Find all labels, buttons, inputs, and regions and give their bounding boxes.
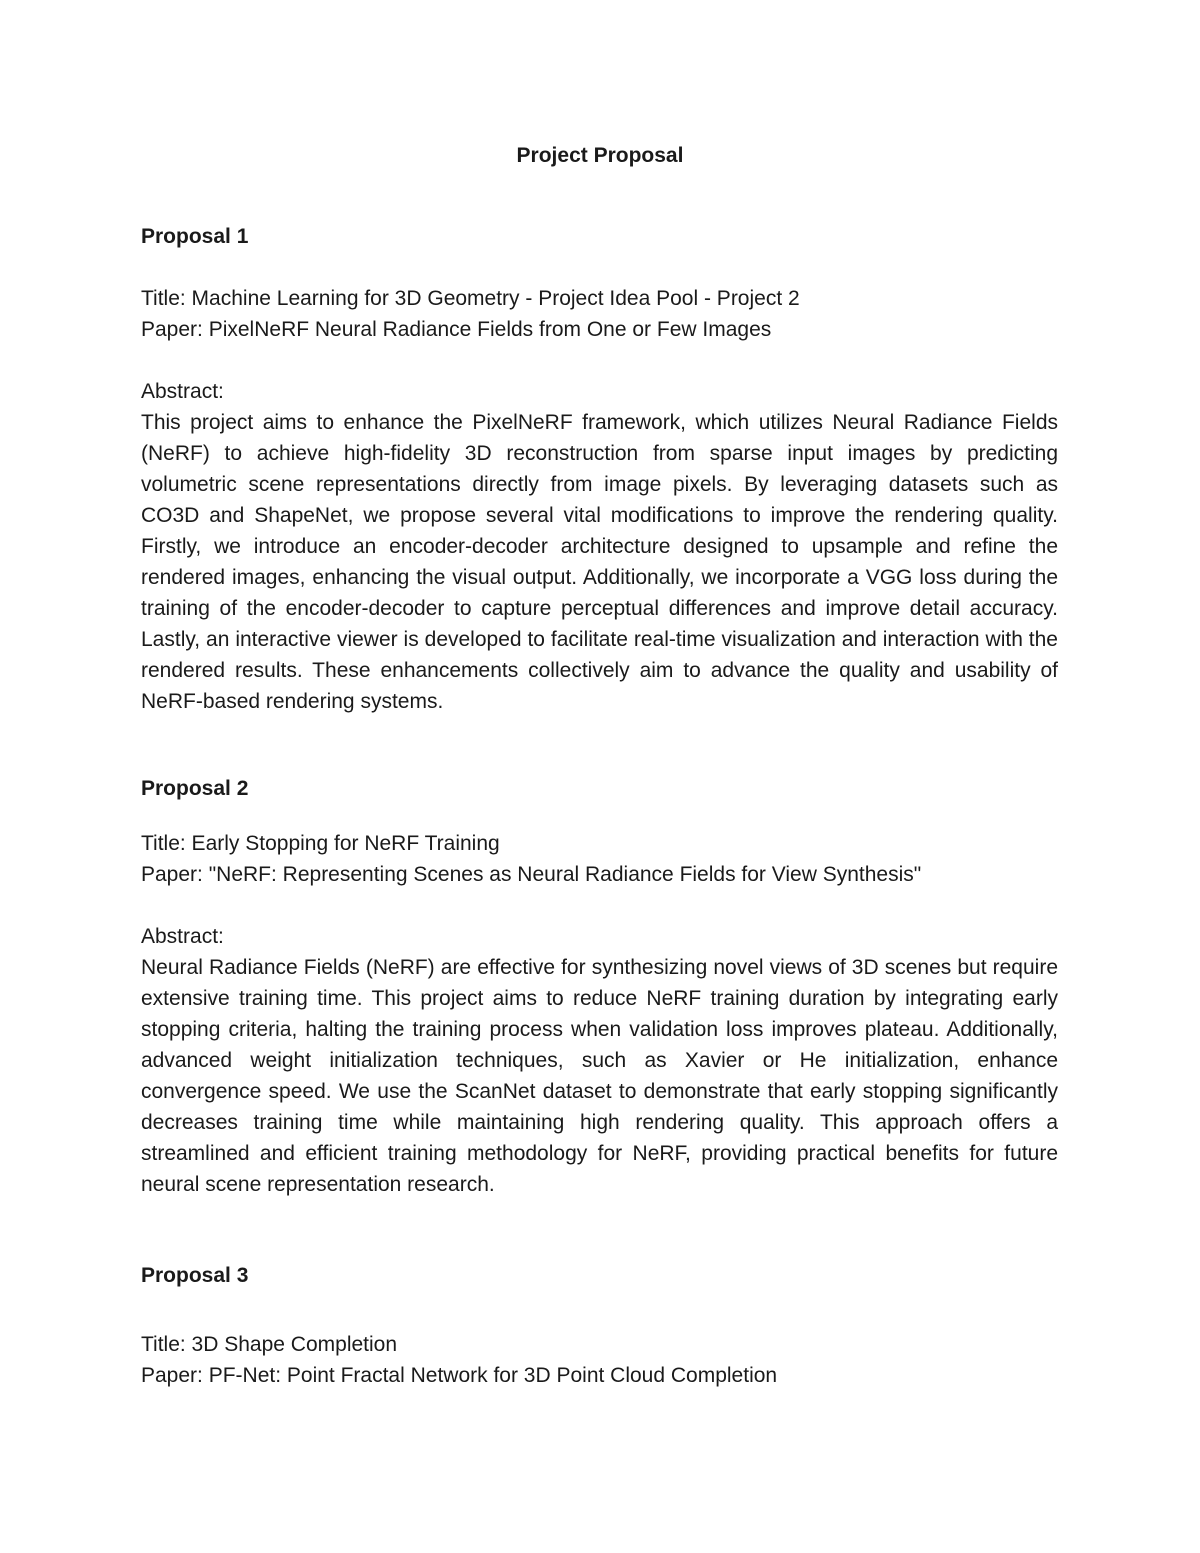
proposal-1-abstract-label: Abstract: <box>141 380 224 403</box>
proposal-2-abstract-label: Abstract: <box>141 925 224 948</box>
proposal-1-abstract: This project aims to enhance the PixelNeRF framework, which utilizes Neural Radiance Fields (NeRF) to achieve high-fidelity 3D reconstruction from sparse input images by predicting volumetric scene representations directly from image pixels. By leveraging datasets such as CO3D and ShapeNet, we propose several vital modifications to improve the rendering quality. Firstly, we introduce an encoder-decoder architecture designed to upsample and refine the rendered images, enhancing the visual output. Additionally, we incorporate a VGG loss during the training of the encoder-decoder to capture perceptual differences and improve detail accuracy. Lastly, an interactive viewer is developed to facilitate real-time visualization and interaction with the rendered results. These enhancements collectively aim to advance the quality and usability of NeRF-based rendering systems. <box>141 411 1058 713</box>
proposal-1-paper: Paper: PixelNeRF Neural Radiance Fields from One or Few Images <box>141 318 772 341</box>
document-title: Project Proposal <box>516 144 684 167</box>
proposal-1-heading: Proposal 1 <box>141 225 249 248</box>
proposal-2-heading: Proposal 2 <box>141 777 249 800</box>
proposal-2-title: Title: Early Stopping for NeRF Training <box>141 832 500 855</box>
proposal-2-abstract: Neural Radiance Fields (NeRF) are effective for synthesizing novel views of 3D scenes but require extensive training time. This project aims to reduce NeRF training duration by integrating early stopping criteria, halting the training process when validation loss improves plateau. Additionally, advanced weight initialization techniques, such as Xavier or He initialization, enhance convergence speed. We use the ScanNet dataset to demonstrate that early stopping significantly decreases training time while maintaining high rendering quality. This approach offers a streamlined and efficient training methodology for NeRF, providing practical benefits for future neural scene representation research. <box>141 956 1058 1196</box>
proposal-1-title: Title: Machine Learning for 3D Geometry - Project Idea Pool - Project 2 <box>141 287 800 310</box>
proposal-2-paper: Paper: "NeRF: Representing Scenes as Neural Radiance Fields for View Synthesis" <box>141 863 922 886</box>
proposal-3-paper: Paper: PF-Net: Point Fractal Network for 3D Point Cloud Completion <box>141 1364 778 1387</box>
proposal-3-title: Title: 3D Shape Completion <box>141 1333 398 1356</box>
proposal-3-heading: Proposal 3 <box>141 1264 249 1287</box>
